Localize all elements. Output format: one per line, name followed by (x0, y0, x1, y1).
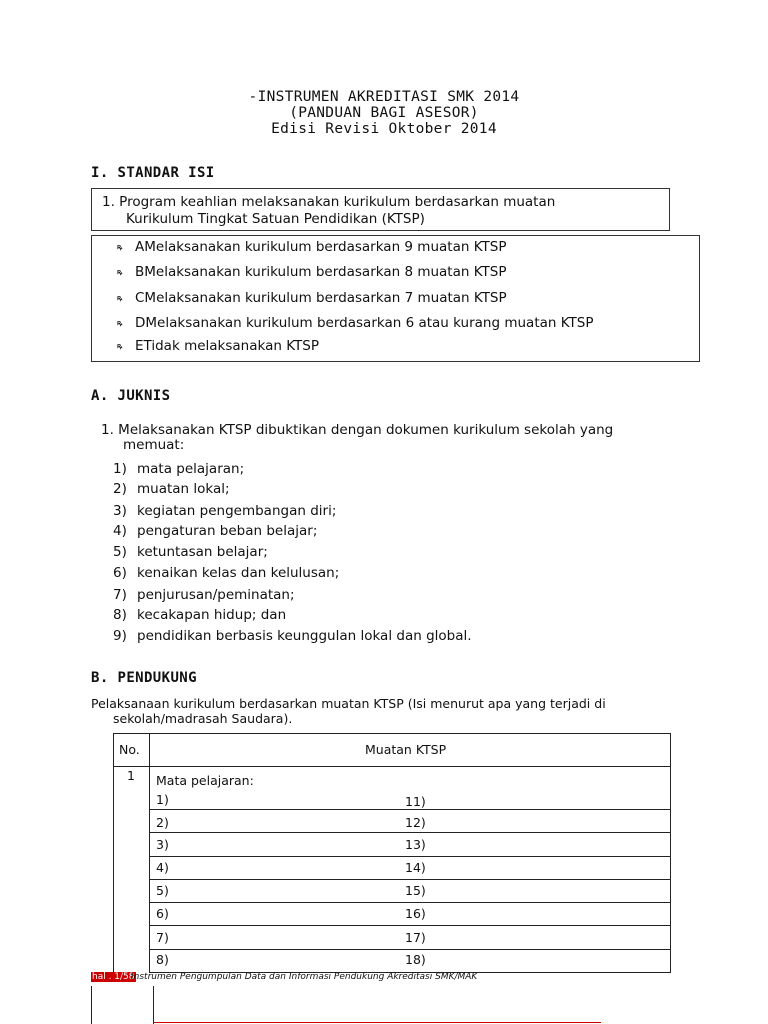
question-line2: Kurikulum Tingkat Satuan Pendidikan (KTSP) (126, 211, 425, 227)
list-item: 2) muatan lokal; (113, 481, 230, 497)
option-a-text: AMelaksanakan kurikulum berdasarkan 9 muatan KTSP (135, 239, 507, 255)
doc-title-line1: -INSTRUMEN AKREDITASI SMK 2014 (248, 89, 520, 105)
list-item: 8) kecakapan hidup; dan (113, 607, 287, 623)
option-b-text: BMelaksanakan kurikulum berdasarkan 8 muatan KTSP (135, 264, 507, 280)
table-cell-left: 2) (156, 815, 169, 830)
option-c[interactable] (117, 290, 507, 306)
list-item: 9) pendidikan berbasis keunggulan lokal dan global. (113, 628, 472, 644)
table-cell-right: 15) (405, 883, 426, 898)
list-item: 3) kegiatan pengembangan diri; (113, 503, 337, 519)
section-heading-pendukung: B. PENDUKUNG (91, 670, 197, 686)
table-cell-right: 12) (405, 815, 426, 830)
option-d[interactable] (117, 315, 594, 331)
table-cell-right: 17) (405, 930, 426, 945)
section-heading-juknis: A. JUKNIS (91, 388, 171, 404)
table-row-label: Mata pelajaran: (156, 773, 254, 788)
checkbox-icon: ꝶ (117, 341, 123, 350)
option-b[interactable] (117, 264, 506, 280)
table-cell-left: 1) (156, 792, 169, 807)
footer-red-line (153, 1022, 601, 1023)
juknis-intro-line1: 1. Melaksanakan KTSP dibuktikan dengan dokumen kurikulum sekolah yang (101, 422, 614, 438)
doc-title-line2: (PANDUAN BAGI ASESOR) (289, 105, 479, 121)
footer-col-border (153, 986, 154, 1024)
option-d-text: DMelaksanakan kurikulum berdasarkan 6 atau kurang muatan KTSP (135, 315, 594, 331)
pendukung-intro-line1: Pelaksanaan kurikulum berdasarkan muatan KTSP (Isi menurut apa yang terjadi di (91, 696, 606, 711)
option-e[interactable] (117, 338, 319, 354)
table-row-no: 1 (127, 768, 135, 783)
list-item: 4) pengaturan beban belajar; (113, 523, 318, 539)
table-cell-left: 4) (156, 860, 169, 875)
table-header-no: No. (119, 742, 140, 757)
footer-left-border (91, 986, 92, 1024)
table-cell-right: 14) (405, 860, 426, 875)
table-cell-left: 7) (156, 930, 169, 945)
table-cell-left: 8) (156, 952, 169, 967)
checkbox-icon: ꝶ (117, 267, 123, 276)
list-item: 6) kenaikan kelas dan kelulusan; (113, 565, 340, 581)
option-a[interactable] (117, 239, 506, 255)
question-line1: 1. Program keahlian melaksanakan kurikulum berdasarkan muatan (102, 194, 556, 210)
checkbox-icon: ꝶ (117, 318, 123, 327)
table-cell-left: 5) (156, 883, 169, 898)
pendukung-intro-line2: sekolah/madrasah Saudara). (113, 711, 293, 726)
page-footer (91, 972, 601, 986)
checkbox-icon: ꝶ (117, 293, 123, 302)
question-box (91, 188, 670, 231)
page-number: hal . 1/58 (92, 972, 135, 982)
footer-text: Instrumen Pengumpulan Data dan Informasi Pendukung Akreditasi SMK/MAK (131, 972, 478, 982)
table-header-muatan: Muatan KTSP (365, 742, 447, 757)
doc-title-line3: Edisi Revisi Oktober 2014 (271, 121, 497, 137)
list-item: 7) penjurusan/peminatan; (113, 587, 295, 603)
option-e-text: ETidak melaksanakan KTSP (135, 338, 319, 354)
table-cell-right: 11) (405, 794, 426, 809)
list-item: 5) ketuntasan belajar; (113, 544, 268, 560)
table-cell-left: 3) (156, 837, 169, 852)
option-c-text: CMelaksanakan kurikulum berdasarkan 7 muatan KTSP (135, 290, 507, 306)
table-cell-right: 18) (405, 952, 426, 967)
table-cell-right: 16) (405, 906, 426, 921)
muatan-table (113, 733, 671, 973)
section-heading-standar-isi: I. STANDAR ISI (91, 165, 215, 181)
table-cell-left: 6) (156, 906, 169, 921)
list-item: 1) mata pelajaran; (113, 461, 245, 477)
checkbox-icon: ꝶ (117, 242, 123, 251)
table-cell-right: 13) (405, 837, 426, 852)
juknis-intro-line2: memuat: (123, 437, 185, 453)
